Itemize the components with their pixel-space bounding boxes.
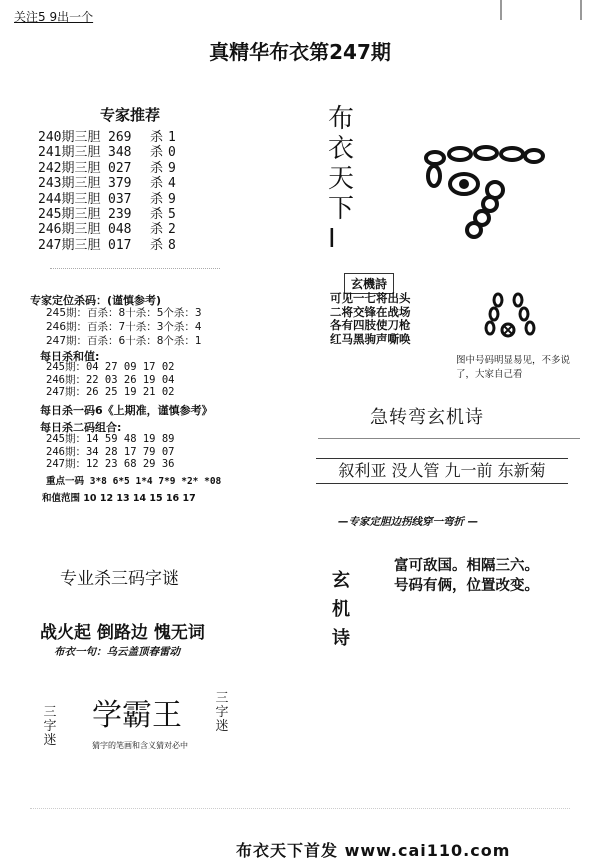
cell-issue: 246期三胆 (38, 222, 101, 238)
position-kill-list (46, 306, 202, 348)
cell-kill-label: 杀 (150, 207, 164, 223)
sharp-turn-title: 急转弯玄机诗 (370, 407, 484, 428)
cell-kill: 8 (168, 237, 176, 253)
cell-nums: 348 (108, 145, 132, 161)
bead-chain-picture (420, 140, 570, 240)
cell-issue: 242期三胆 (38, 160, 101, 176)
cell-kill-label: 杀 (150, 237, 164, 253)
cell-kill: 1 (168, 130, 176, 145)
daily-two-kill-list (46, 433, 174, 471)
footer-site: 布衣天下首发 www.cai110.com (236, 841, 511, 860)
char: 天 (328, 164, 355, 194)
top-note: 关注5 9出一个 (14, 10, 94, 24)
char: 玄 (332, 570, 350, 591)
cell-kill: 5 (168, 207, 176, 223)
cell-kill: 0 (168, 145, 176, 161)
xueba-king: 学霸王 (92, 698, 182, 733)
divider (500, 0, 502, 20)
cell-nums: 037 (108, 191, 132, 207)
expert-position-line: —专家定胆边拐线穿一弯折 — (338, 516, 479, 528)
cell-kill-label: 杀 (150, 130, 164, 145)
cell-kill-label: 杀 (150, 160, 164, 176)
divider (580, 0, 582, 20)
xuanji-shi-vertical (332, 566, 354, 653)
cell-nums: 027 (108, 160, 132, 176)
list-item: 245期：04 27 09 17 02 (46, 361, 175, 373)
char: 衣 (328, 134, 355, 164)
sum-range: 和值范围 10 12 13 14 15 16 17 (42, 493, 196, 504)
riddle-note: 猜字的笔画和含义猜对必中 (92, 741, 188, 750)
list-item: 246期：百杀：7十杀：3个杀：4 (46, 321, 202, 333)
list-item: 245期：百杀：8十杀：5个杀：3 (46, 307, 202, 319)
cell-nums: 379 (108, 176, 132, 192)
three-char-riddle-right (214, 692, 230, 734)
char: 机 (332, 599, 350, 620)
cell-nums: 017 (108, 237, 132, 253)
poem-line: 可见一七将出头 (330, 291, 411, 305)
buyi-tianxia-vertical (328, 104, 358, 254)
riddle-answer: 战火起 倒路边 愧无词 (40, 623, 205, 643)
poem-line: 红马黑驹声嘶唤 (330, 331, 411, 346)
daily-sum-title: 每日杀和值: (40, 350, 100, 363)
cell-issue: 244期三胆 (38, 191, 101, 207)
riddle-line: 布衣一句：乌云盖顶春雷动 (54, 646, 180, 658)
list-item (38, 192, 176, 207)
cell-kill-label: 杀 (150, 176, 164, 192)
cell-kill: 9 (168, 160, 176, 176)
list-item (38, 130, 176, 145)
riddle-title: 专业杀三码字谜 (60, 569, 179, 589)
divider (30, 808, 570, 809)
list-item (38, 238, 176, 253)
expert-recommend-heading: 专家推荐 (100, 106, 161, 124)
poem-line: 富可敌国。相隔三六。 (394, 557, 539, 574)
divider (318, 438, 580, 439)
cell-kill: 2 (168, 222, 176, 238)
char: 诗 (332, 628, 350, 649)
list-item: 247期：12 23 68 29 36 (46, 458, 175, 470)
list-item (38, 176, 176, 191)
picture-note: 图中号码明显易见，不多说了，大家自己看 (456, 355, 571, 380)
cell-issue: 247期三胆 (38, 237, 101, 253)
poem-line: 二将交锋在战场 (330, 304, 411, 319)
char: 三 (43, 705, 57, 720)
xuanji-label: 玄機詩 (344, 273, 394, 294)
list-item: 247期：百杀：6十杀：8个杀：1 (46, 335, 202, 347)
list-item: 245期：14 59 48 19 89 (46, 433, 175, 445)
poem-line: 各有四肢使刀枪 (330, 318, 411, 332)
cell-nums: 269 (108, 130, 132, 145)
cell-issue: 241期三胆 (38, 145, 101, 161)
char: 字 (43, 719, 57, 734)
list-item: 246期：22 03 26 19 04 (46, 373, 175, 386)
char: 三 (215, 691, 229, 706)
names-line: 叙利亚 没人管 九一前 东新菊 (316, 458, 568, 484)
list-item: 247期：26 25 19 21 02 (46, 386, 175, 398)
cell-issue: 243期三胆 (38, 176, 101, 192)
cell-kill-label: 杀 (150, 191, 164, 207)
poem-line: 号码有俩，位置改变。 (394, 577, 539, 594)
list-item (38, 145, 176, 160)
cell-kill-label: 杀 (150, 222, 164, 238)
cell-kill: 9 (168, 191, 176, 207)
daily-sum-list (46, 361, 174, 399)
list-item: 246期：34 28 17 79 07 (46, 445, 175, 458)
cell-nums: 239 (108, 207, 132, 223)
three-char-riddle-left (42, 706, 58, 748)
cell-issue: 245期三胆 (38, 207, 101, 223)
cell-kill: 4 (168, 176, 176, 192)
expert-recommend-list (38, 130, 176, 253)
daily-one-kill: 每日杀一码6《上期准，谨慎参考》 (40, 404, 213, 417)
cell-nums: 048 (108, 222, 132, 238)
list-item (38, 222, 176, 237)
list-item (38, 161, 176, 176)
triangle-beads-picture (476, 290, 546, 350)
xuanji-poem (330, 292, 411, 346)
char: 迷 (43, 733, 57, 748)
char: 字 (215, 705, 229, 720)
page-title: 真精华布衣第247期 (209, 40, 391, 64)
cell-issue: 240期三胆 (38, 130, 101, 145)
daily-two-kill-title: 每日杀二码组合: (40, 421, 122, 434)
rich-poem (394, 556, 539, 596)
list-item (38, 207, 176, 222)
char: I (328, 224, 336, 254)
char: 下 (328, 194, 355, 224)
cell-kill-label: 杀 (150, 145, 164, 161)
position-kill-title: 专家定位杀码：(谨慎参考) (30, 294, 162, 307)
char: 布 (328, 104, 355, 134)
divider (50, 268, 220, 269)
key-code: 重点一码 3*8 6*5 1*4 7*9 *2* *08 (46, 476, 222, 487)
char: 迷 (215, 719, 229, 734)
